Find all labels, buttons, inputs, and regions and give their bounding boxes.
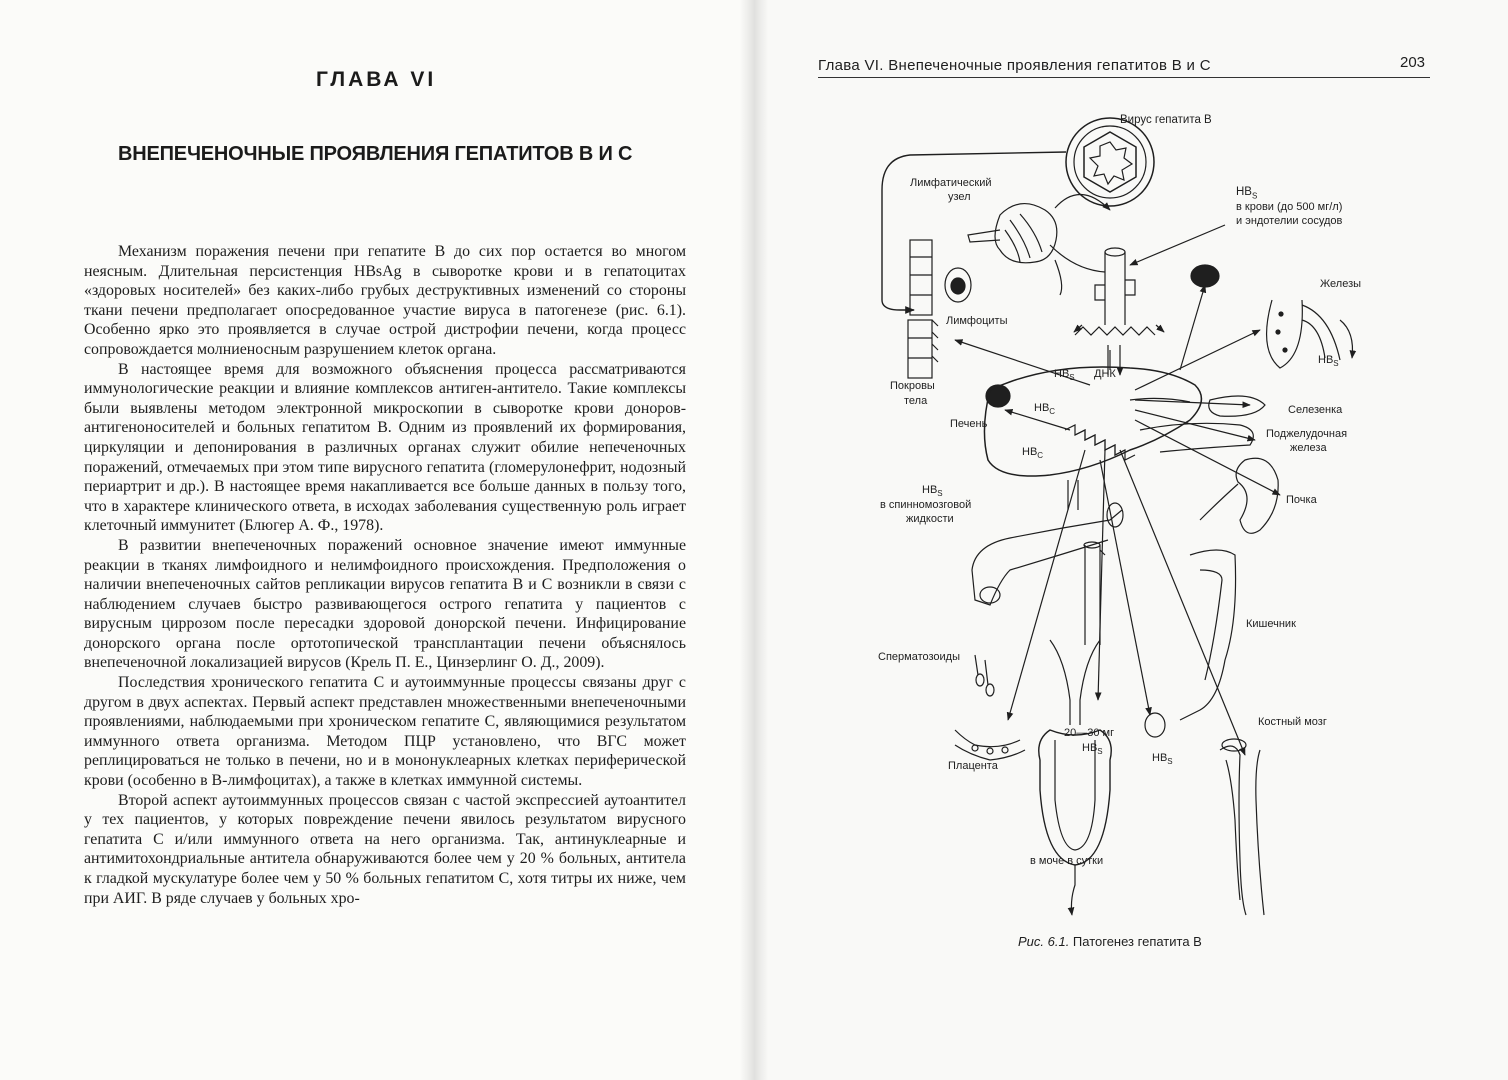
paragraph: Последствия хронического гепатита С и аутоиммунные процессы связаны друг с другом в двух аспектах. Первый аспект представлен множественными внепеченочными проявлениями, наблюдаемыми при хроническом гепатите С, являющимися результатом иммунного ответа организма. Методом ПЦР установлено, что ВГС может реплицироваться не только в печени, но и в мононуклеарных клетках периферической крови (особенно в В-лимфоцитах), а также в клетках иммунной системы. (84, 674, 686, 790)
chapter-number: ГЛАВА VI (316, 68, 437, 91)
label-lymphocytes: Лимфоциты (946, 315, 1008, 327)
figure-caption (1018, 934, 1202, 949)
paragraph: В развитии внепеченочных поражений основное значение имеют иммунные реакции в тканях лимфоидного и нелимфоидного происхождения. Предположения о наличии внепеченочных сайтов репликации вирусов гепатита В и С возникли в связи с наблюдением случаев быстро развивающегося острого гепатита у пациентов с вирусным циррозом после пересадки здоровой донорской печени. Инфицирование донорского органа после ортотопической трансплантации печени объяснялось внепеченочной локализацией вирусов (Крель П. Е., Цинзерлинг О. Д., 2009). (84, 536, 686, 672)
label-blood: в крови (до 500 мг/л) (1236, 201, 1343, 213)
label-sperm: Сперматозоиды (878, 651, 960, 663)
label-csf-1: в спинномозговой (880, 499, 972, 511)
spermatozoa-drawing (975, 655, 994, 696)
label-hb: HB (1022, 446, 1038, 458)
intestine-drawing (972, 503, 1236, 737)
chapter-title: ВНЕПЕЧЕНОЧНЫЕ ПРОЯВЛЕНИЯ ГЕПАТИТОВ В И С (118, 143, 633, 165)
label-intestine: Кишечник (1246, 618, 1296, 630)
label-hb: HB (922, 484, 938, 496)
label-liver: Печень (950, 418, 988, 430)
label-sub-s: S (937, 489, 943, 499)
virus-drawing (1066, 118, 1154, 206)
label-placenta: Плацента (948, 760, 998, 772)
label-sub-c: C (1037, 451, 1044, 461)
label-hb: HB (1082, 742, 1098, 754)
label-urine: в моче в сутки (1030, 855, 1104, 867)
label-hb: HB (1054, 368, 1070, 380)
paragraph: Второй аспект аутоиммунных процессов связан с частой экспрессией аутоантител у тех пациентов, у которых повреждение печени явилось результатом вирусного гепатита С и/или иммунного ответа на него организма. Так, антинуклеарные и антимитохондриальные антитела обнаруживаются более чем у 20 % больных, антитела к гладкой мускулатуре более чем у 50 % больных гепатитом С, хотя титры их ниже, чем при АИГ. В ряде случаев у больных хро- (84, 791, 686, 907)
label-pancreas-1: Поджелудочная (1266, 428, 1348, 440)
body-text (84, 242, 686, 908)
label-sub-s: S (1251, 191, 1258, 201)
label-hb: HB (1318, 354, 1334, 366)
label-sub-s: S (1167, 757, 1173, 767)
paragraph: Механизм поражения печени при гепатите В до сих пор остается во многом неясным. Длительная персистенция HBsAg в сыворотке крови и в гепатоцитах «здоровых носителей» без каких-либо грубых деструктивных изменений со стороны ткани печени предполагает опосредованное участие вируса в патогенезе (рис. 6.1). Особенно ярко это проявляется в случае острой дистрофии печени, когда процесс сопровождается молниеносным разрушением клеток органа. (84, 243, 686, 358)
label-hb: HB (1152, 752, 1168, 764)
caption-number: Рис. 6.1. (1018, 934, 1070, 949)
label-sub-s: S (1069, 373, 1075, 383)
label-lymph-node-2: узел (948, 191, 971, 203)
page-number: 203 (1400, 54, 1426, 71)
label-glands: Железы (1320, 278, 1362, 290)
label-hb: HB (1236, 186, 1252, 198)
lymphocytes-drawing (908, 240, 971, 378)
label-skin-1: Покровы (890, 380, 935, 392)
liver-drawing (984, 367, 1201, 476)
label-urine-dose: 20—30 мг (1064, 727, 1115, 739)
bone-drawing (1220, 739, 1264, 915)
book-gutter (740, 0, 768, 1080)
label-sub-s: S (1333, 359, 1339, 369)
caption-text: Патогенез гепатита В (1069, 934, 1202, 949)
pathogenesis-diagram (860, 100, 1420, 920)
label-endothelium: и эндотелии сосудов (1236, 215, 1343, 227)
paragraph: В настоящее время для возможного объяснения процесса рассматриваются иммунологические реакции и влияние комплексов антиген-антитело. Такие комплексы были выявлены методом электронной микроскопии в сыворотке крови доноров-антигеноносителей и больных гепатитом В. Одним из проявлений их формирования, циркуляции и депонирования в различных органах служит обилие непеченочных поражений, отмечаемых при этом типе вирусного гепатита (гломерулонефрит, нодозный периартрит и др.). В настоящее время накапливается все больше данных в пользу того, что в характере клинического ответа, в исходах заболевания существенную роль играет клеточный иммунитет (Блюгер А. Ф., 1978). (84, 360, 686, 535)
lymph-node-drawing (968, 204, 1105, 295)
label-hb: HB (1034, 402, 1050, 414)
label-lymph-node-1: Лимфатический (910, 177, 992, 189)
label-pancreas-2: железа (1290, 442, 1327, 454)
header-rule (818, 77, 1430, 78)
label-dna: ДНК (1094, 368, 1116, 380)
bladder-drawing (1039, 730, 1112, 865)
label-sub-s: S (1097, 747, 1103, 757)
glands-drawing (1267, 300, 1340, 368)
label-marrow: Костный мозг (1258, 716, 1327, 728)
label-csf-2: жидкости (906, 513, 954, 525)
label-virus: Вирус гепатита В (1120, 114, 1212, 126)
label-sub-c: C (1049, 407, 1056, 417)
label-kidney: Почка (1286, 494, 1317, 506)
running-head: Глава VI. Внепеченочные проявления гепатитов В и С (818, 57, 1211, 74)
label-spleen: Селезенка (1288, 404, 1343, 416)
label-skin-2: тела (904, 395, 928, 407)
